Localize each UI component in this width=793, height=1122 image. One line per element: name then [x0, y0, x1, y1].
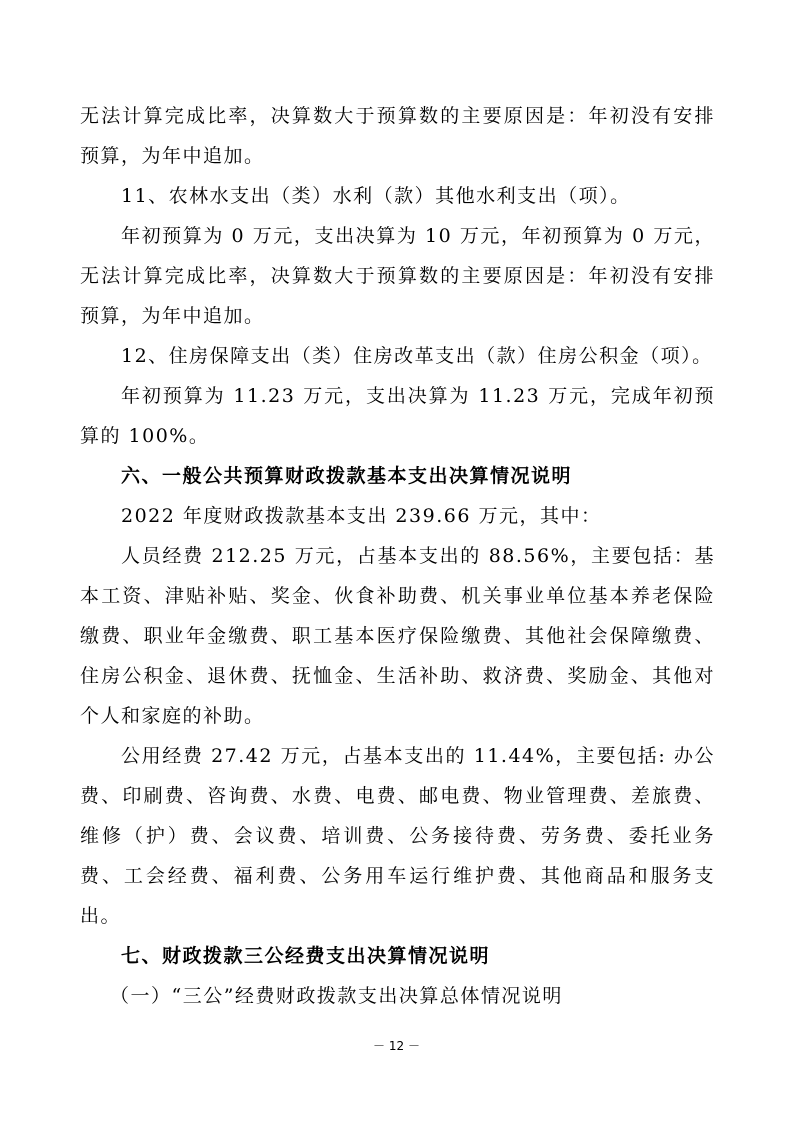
paragraph-item-11: 11、农林水支出（类）水利（款）其他水利支出（项）。 [121, 185, 631, 207]
document-body [80, 96, 715, 1016]
paragraph-item-12-detail: 年初预算为 11.23 万元，支出决算为 11.23 万元，完成年初预算的 100%。 [80, 385, 715, 447]
paragraph-item-12: 12、住房保障支出（类）住房改革支出（款）住房公积金（项）。 [121, 345, 713, 367]
paragraph-1: 无法计算完成比率，决算数大于预算数的主要原因是：年初没有安排预算，为年中追加。 [80, 105, 715, 167]
section-heading-7: 七、财政拨款三公经费支出决算情况说明 [121, 945, 491, 967]
paragraph-public-expense: 公用经费 27.42 万元，占基本支出的 11.44%，主要包括: 办公费、印刷费、咨询费、水费、电费、邮电费、物业管理费、差旅费、维修（护）费、会议费、培训费、公务接待费、劳务费、委托业务费、工会经费、福利费、公务用车运行维护费、其他商品和服务支出。 [80, 745, 715, 927]
paragraph-personnel-expense: 人员经费 212.25 万元，占基本支出的 88.56%，主要包括：基本工资、津贴补贴、奖金、伙食补助费、机关事业单位基本养老保险缴费、职业年金缴费、职工基本医疗保险缴费、其他社会保障缴费、住房公积金、退休费、抚恤金、生活补助、救济费、奖励金、其他对个人和家庭的补助。 [80, 545, 715, 727]
page-number: － 12 － [373, 1039, 420, 1053]
subsection-heading-1: （一）“三公”经费财政拨款支出决算总体情况说明 [110, 985, 563, 1007]
section-heading-6: 六、一般公共预算财政拨款基本支出决算情况说明 [121, 465, 573, 487]
paragraph-basic-expense-total: 2022 年度财政拨款基本支出 239.66 万元，其中： [121, 505, 602, 527]
paragraph-item-11-detail: 年初预算为 0 万元，支出决算为 10 万元，年初预算为 0 万元，无法计算完成比率，决算数大于预算数的主要原因是：年初没有安排预算，为年中追加。 [80, 225, 715, 327]
